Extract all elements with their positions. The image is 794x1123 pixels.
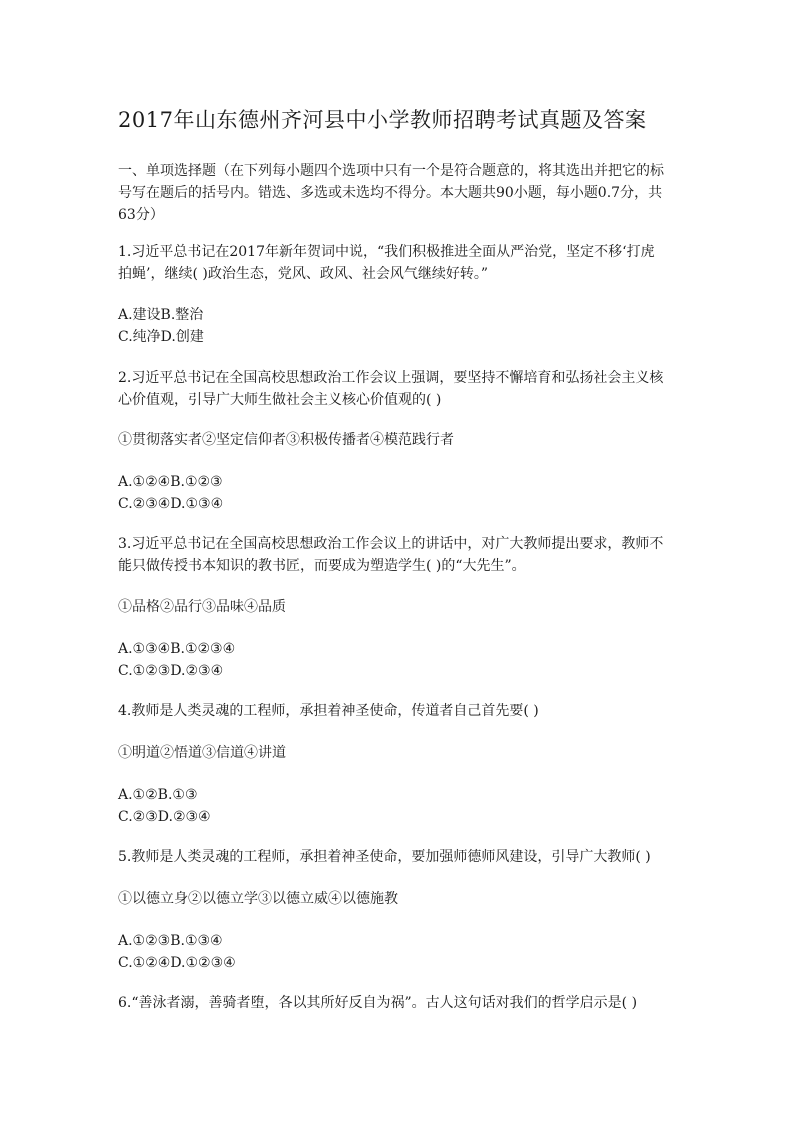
option-line: A.①②④B.①②③ bbox=[118, 474, 223, 490]
question-6-stem bbox=[118, 992, 678, 1014]
question-1-options bbox=[118, 304, 678, 348]
question-text: 1.习近平总书记在2017年新年贺词中说，“我们积极推进全面从严治党，坚定不移‘打虎 bbox=[118, 244, 655, 260]
question-text: 心价值观，引导广大师生做社会主义核心价值观的( ) bbox=[118, 392, 442, 408]
question-2-items bbox=[118, 429, 678, 451]
option-line: C.②③D.②③④ bbox=[118, 809, 211, 825]
question-text: 能只做传授书本知识的教书匠，而要成为塑造学生( )的“大先生”。 bbox=[118, 558, 526, 574]
question-3-options bbox=[118, 638, 678, 682]
items-line: ①品格②品行③品味④品质 bbox=[118, 599, 286, 615]
question-4-stem bbox=[118, 700, 678, 722]
option-line: A.①②③B.①③④ bbox=[118, 933, 223, 949]
question-2-options bbox=[118, 471, 678, 515]
question-text: 6.“善泳者溺，善骑者堕，各以其所好反自为祸”。古人这句话对我们的哲学启示是( ) bbox=[118, 995, 638, 1011]
question-5-stem bbox=[118, 846, 678, 868]
question-text: 3.习近平总书记在全国高校思想政治工作会议上的讲话中，对广大教师提出要求，教师不 bbox=[118, 536, 664, 552]
items-line: ①以德立身②以德立学③以德立威④以德施教 bbox=[118, 891, 398, 907]
question-text: 拍蝇’，继续( )政治生态，党风、政风、社会风气继续好转。” bbox=[118, 266, 488, 282]
option-line: A.①②B.①③ bbox=[118, 787, 198, 803]
instruction-line: 一、单项选择题（在下列每小题四个选项中只有一个是符合题意的，将其选出并把它的标 bbox=[118, 163, 664, 179]
option-line: A.建设B.整治 bbox=[118, 307, 204, 323]
question-text: 4.教师是人类灵魂的工程师，承担着神圣使命，传道者自己首先要( ) bbox=[118, 703, 539, 719]
items-line: ①贯彻落实者②坚定信仰者③积极传播者④模范践行者 bbox=[118, 432, 454, 448]
instruction-line: 号写在题后的括号内。错选、多选或未选均不得分。本大题共90小题，每小题0.7分，共 bbox=[118, 185, 663, 201]
question-3-items bbox=[118, 596, 678, 618]
items-line: ①明道②悟道③信道④讲道 bbox=[118, 745, 286, 761]
section-instructions bbox=[118, 160, 678, 226]
option-line: C.①②④D.①②③④ bbox=[118, 955, 236, 971]
option-line: C.纯净D.创建 bbox=[118, 329, 204, 345]
instruction-line: 63分） bbox=[118, 207, 164, 223]
question-text: 5.教师是人类灵魂的工程师，承担着神圣使命，要加强师德师风建设，引导广大教师( ) bbox=[118, 849, 651, 865]
question-text: 2.习近平总书记在全国高校思想政治工作会议上强调，要坚持不懈培育和弘扬社会主义核 bbox=[118, 370, 664, 386]
question-3-stem bbox=[118, 533, 678, 577]
question-5-items bbox=[118, 888, 678, 910]
question-4-options bbox=[118, 784, 678, 828]
option-line: C.①②③D.②③④ bbox=[118, 663, 224, 679]
question-1-stem bbox=[118, 241, 678, 285]
question-2-stem bbox=[118, 367, 678, 411]
option-line: A.①③④B.①②③④ bbox=[118, 641, 236, 657]
question-4-items bbox=[118, 742, 678, 764]
page-title: 2017年山东德州齐河县中小学教师招聘考试真题及答案 bbox=[118, 108, 647, 132]
question-5-options bbox=[118, 930, 678, 974]
option-line: C.②③④D.①③④ bbox=[118, 496, 224, 512]
